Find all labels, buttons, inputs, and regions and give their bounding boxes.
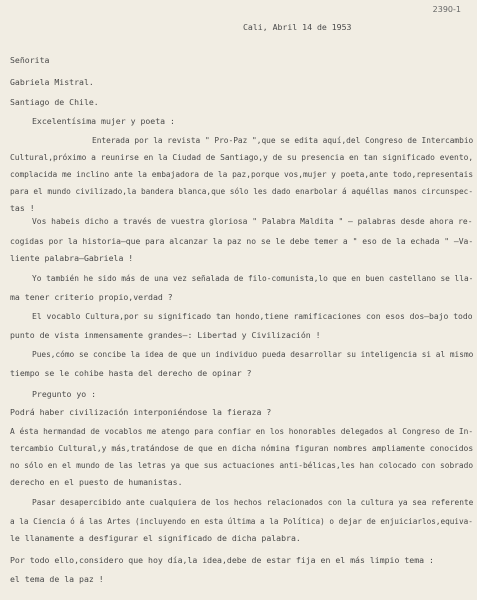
body-line: ma tener criterio propio,verdad ? (10, 292, 173, 302)
body-line: Pregunto yo : (32, 389, 97, 399)
body-line: tas ! (10, 203, 35, 213)
body-line: punto de vista inmensamente grandes—: Libertad y Civilización ! (10, 330, 321, 340)
letter-greeting: Excelentísima mujer y poeta : (32, 116, 175, 126)
body-line: Pues,cómo se concibe la idea de que un individuo pueda desarrollar su inteligencia si al mismo (32, 349, 474, 359)
letter-date: Cali, Abril 14 de 1953 (243, 22, 352, 32)
body-line: Podrá haber civilización interponiéndose la fieraza ? (10, 407, 272, 417)
body-line: derecho en el puesto de humanistas. (10, 477, 183, 487)
body-line: Cultural,próximo a reunirse en la Ciudad de Santiago,y de su presencia en tan significado evento, (10, 152, 474, 162)
body-line: liente palabra—Gabriela ! (10, 253, 134, 263)
body-line: el tema de la paz ! (10, 574, 104, 584)
body-line: a la Ciencia ó á las Artes (incluyendo en esta última a la Política) o dejar de enjuiciarlos,equiva- (10, 516, 473, 526)
body-line: tiempo se le cohibe hasta del derecho de opinar ? (10, 368, 252, 378)
body-line: Yo también he sido más de una vez señalada de filo-comunista,lo que en buen castellano se lla- (32, 273, 474, 283)
recipient-city: Santiago de Chile. (10, 97, 99, 107)
body-line: Por todo ello,considero que hoy día,la idea,debe de estar fija en el más limpio tema : (10, 555, 434, 565)
body-line: tercambio Cultural,y más,tratándose de que en dicha nómina figuran nombres ampliamente conocidos (10, 443, 474, 453)
body-line: para el mundo civilizado,la bandera blanca,que sólo les dado enarbolar á aquéllas manos circunspec- (10, 186, 473, 196)
body-line: A ésta hermandad de vocablos me atengo para confiar en los honorables delegados al Congreso de In- (10, 426, 474, 436)
body-line: le llanamente a desfigurar el significado de dicha palabra. (10, 533, 301, 543)
body-line: Pasar desapercibido ante cualquiera de los hechos relacionados con la cultura ya sea referente (32, 497, 474, 507)
body-line: El vocablo Cultura,por su significado tan hondo,tiene ramificaciones con esos dos—bajo todo (32, 311, 473, 321)
body-line: cogidas por la historia—que para alcanzar la paz no se le debe temer a " eso de la echada " —Va- (10, 236, 474, 246)
archive-reference-number: 2390-1 (432, 5, 461, 14)
body-line: Enterada por la revista " Pro-Paz ",que se edita aquí,del Congreso de Intercambio (92, 135, 474, 145)
body-line: no sólo en el mundo de las letras ya que sus actuaciones anti-bélicas,les han colocado con sobrado (10, 460, 474, 470)
body-line: Vos habeis dicho a través de vuestra gloriosa " Palabra Maldita " — palabras desde ahora re- (32, 216, 473, 226)
body-line: complacida me inclino ante la embajadora de la paz,porque vos,mujer y poeta,ante todo,representais (10, 169, 474, 179)
recipient-salutation: Señorita (10, 55, 50, 65)
recipient-name: Gabriela Mistral. (10, 77, 94, 87)
